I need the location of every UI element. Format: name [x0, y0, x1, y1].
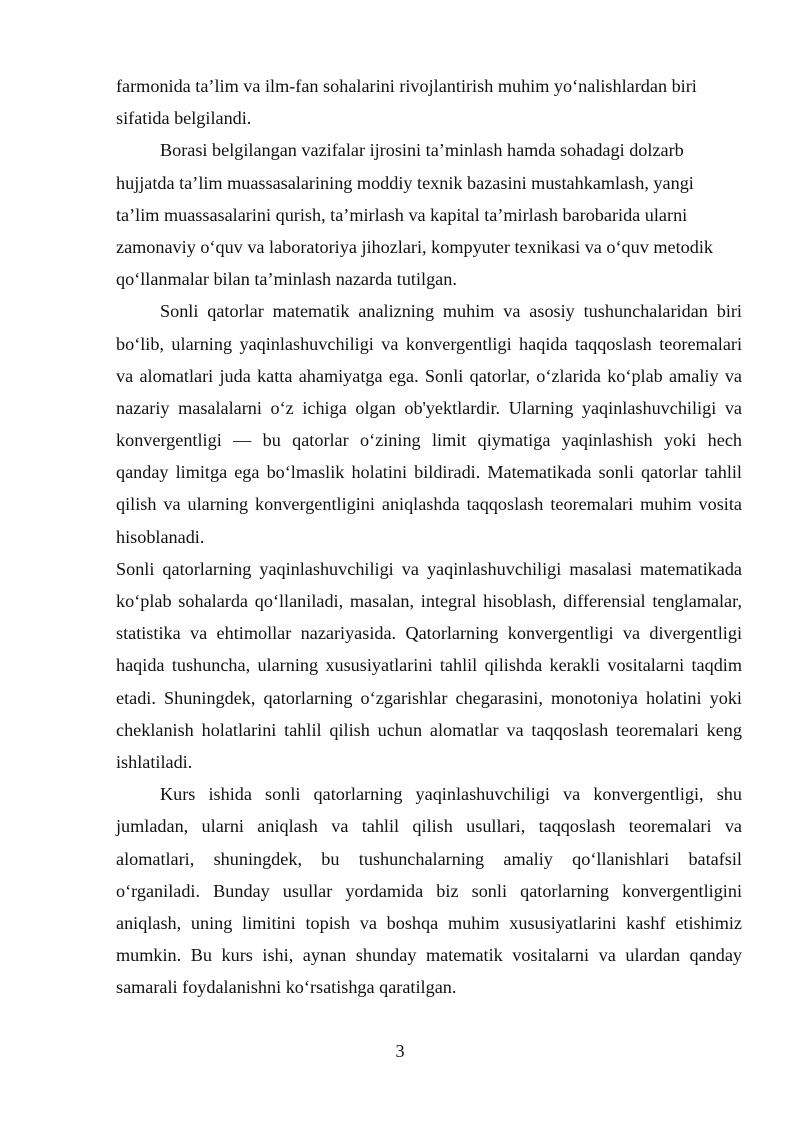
- paragraph-1-line-1: farmonida ta’lim va ilm-fan sohalarini rivojlantirish muhim yo‘nalishlardan biri: [116, 76, 697, 96]
- body-text: [116, 70, 742, 1003]
- paragraph-5-line-4: o‘rganiladi. Bunday usullar yordamida biz sonli qatorlarning konvergentligini: [116, 880, 742, 901]
- paragraph-4-line-1: Sonli qatorlarning yaqinlashuvchiligi va yaqinlashuvchiligi masalasi matematikada: [116, 558, 742, 579]
- paragraph-2-line-4: zamonaviy o‘quv va laboratoriya jihozlari, kompyuter texnikasi va o‘quv metodik: [116, 236, 713, 257]
- paragraph-3-line-8: hisoblanadi.: [116, 526, 205, 547]
- paragraph-3-line-7: qilish va ularning konvergentligini aniqlashda taqqoslash teoremalari muhim vosita: [116, 494, 742, 515]
- paragraph-3-line-2: bo‘lib, ularning yaqinlashuvchiligi va konvergentligi haqida taqqoslash teoremalari: [116, 333, 742, 354]
- paragraph-5-line-7: samarali foydalanishni ko‘rsatishga qaratilgan.: [116, 977, 457, 998]
- paragraph-4-line-4: haqida tushuncha, ularning xususiyatlarini tahlil qilishda kerakli vositalarni taqdim: [116, 655, 742, 676]
- paragraph-3-line-4: nazariy masalalarni o‘z ichiga olgan ob'yektlardir. Ularning yaqinlashuvchiligi va: [116, 397, 742, 418]
- paragraph-1-line-2: sifatida belgilandi.: [116, 108, 252, 129]
- paragraph-3-line-1: Sonli qatorlar matematik analizning muhim va asosiy tushunchalaridan biri: [160, 301, 742, 322]
- paragraph-5-line-6: mumkin. Bu kurs ishi, aynan shunday matematik vositalarni va ulardan qanday: [116, 945, 742, 966]
- paragraph-4-line-6: cheklanish holatlarini tahlil qilish uchun alomatlar va taqqoslash teoremalari keng: [116, 719, 742, 740]
- paragraph-2-line-2: hujjatda ta’lim muassasalarining moddiy texnik bazasini mustahkamlash, yangi: [116, 172, 694, 193]
- paragraph-2-line-1: Borasi belgilangan vazifalar ijrosini ta’minlash hamda sohadagi dolzarb: [160, 140, 684, 161]
- paragraph-4-line-2: ko‘plab sohalarda qo‘llaniladi, masalan, integral hisoblash, differensial tenglamalar,: [116, 591, 742, 611]
- paragraph-3-line-6: qanday limitga ega bo‘lmaslik holatini bildiradi. Matematikada sonli qatorlar tahlil: [116, 462, 742, 483]
- paragraph-3-line-3: va alomatlari juda katta ahamiyatga ega. Sonli qatorlar, o‘zlarida ko‘plab amaliy va: [116, 365, 742, 386]
- paragraph-4-line-5: etadi. Shuningdek, qatorlarning o‘zgarishlar chegarasini, monotoniya holatini yoki: [116, 687, 742, 708]
- paragraph-3-line-5: konvergentligi — bu qatorlar o‘zining limit qiymatiga yaqinlashish yoki hech: [116, 430, 742, 451]
- paragraph-5-line-3: alomatlari, shuningdek, bu tushunchalarning amaliy qo‘llanishlari batafsil: [116, 848, 742, 869]
- paragraph-2-line-3: ta’lim muassasalarini qurish, ta’mirlash va kapital ta’mirlash barobarida ularni: [116, 204, 688, 225]
- paragraph-2-line-5: qo‘llanmalar bilan ta’minlash nazarda tutilgan.: [116, 269, 457, 290]
- paragraph-4-line-3: statistika va ehtimollar nazariyasida. Qatorlarning konvergentligi va divergentligi: [116, 623, 742, 644]
- paragraph-5-line-2: jumladan, ularni aniqlash va tahlil qilish usullari, taqqoslash teoremalari va: [116, 816, 742, 837]
- page-number: 3: [395, 1041, 405, 1061]
- paragraph-5-line-1: Kurs ishida sonli qatorlarning yaqinlashuvchiligi va konvergentligi, shu: [160, 784, 742, 805]
- paragraph-4-line-7: ishlatiladi.: [116, 751, 193, 772]
- paragraph-5-line-5: aniqlash, uning limitini topish va boshqa muhim xususiyatlarini kashf etishimiz: [116, 912, 742, 933]
